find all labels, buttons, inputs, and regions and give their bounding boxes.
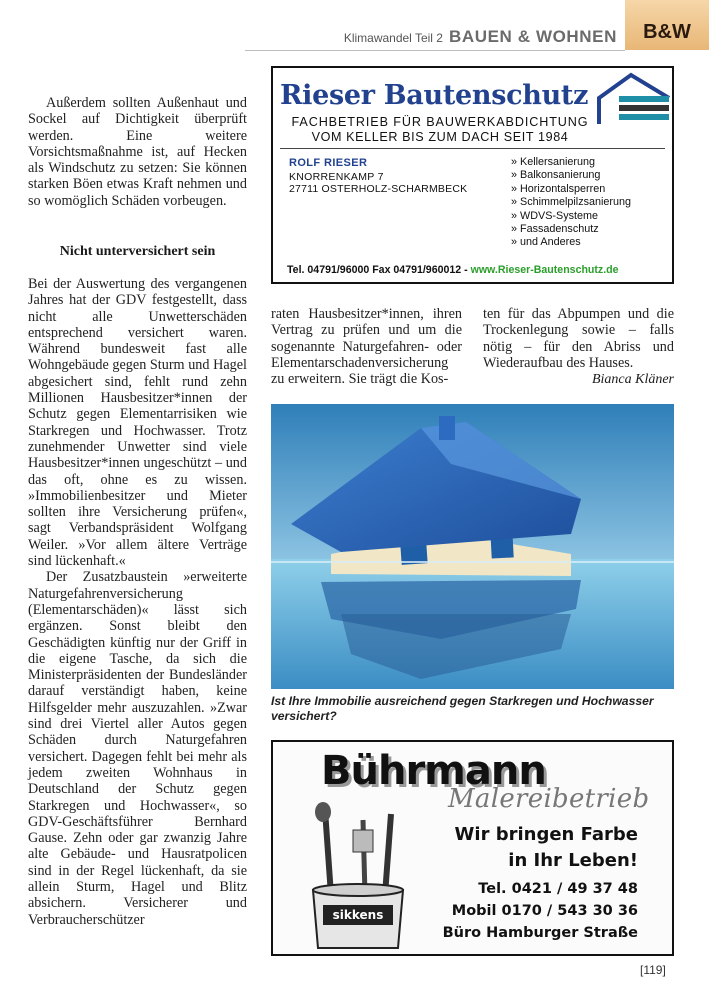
bucket-label: sikkens (332, 908, 384, 922)
ad-rieser-bautenschutz (271, 66, 674, 284)
service-item: » Kellersanierung (511, 156, 596, 168)
service-item: » und Anderes (511, 236, 581, 249)
service-item: » Horizontalsperren (511, 182, 606, 195)
header-title: BAUEN & WOHNEN (448, 27, 617, 46)
ad-rieser-tagline-2: VOM KELLER BIS ZUM DACH SEIT 1984 (311, 130, 569, 144)
ad-buhrmann-sub: Malereibetrieb (448, 784, 650, 814)
ad-buhrmann-slogan-1: Wir bringen Farbe (454, 824, 638, 845)
page-header (0, 0, 709, 50)
article-paragraph-3: raten Hausbesitzer*innen, ihren Vertrag zu prüfen und um die sogenannte Naturgefahren- oder Elementarschadenversicherung zu erweitern. Sie trägt die Kos- (271, 306, 462, 388)
ad-rieser-services (511, 156, 631, 250)
article-intro (28, 95, 247, 209)
header-rule (245, 50, 625, 51)
photo-caption: Ist Ihre Immobilie ausreichend gegen Starkregen und Hochwasser versichert? (271, 694, 654, 723)
article-column-left (28, 276, 247, 928)
service-item: » Schimmelpilzsanierung (511, 196, 632, 209)
ad-buhrmann-tel: Tel. 0421 / 49 37 48 (478, 881, 638, 897)
header-section: Klimawandel Teil 2 (343, 31, 443, 45)
article-paragraph-1: Bei der Auswertung des vergangenen Jahres hat der GDV festgestellt, dass nicht alle Unwetterschäden entsprechend versichert waren. Während bundesweit fast alle Wohngebäude gegen Sturm und Hagel abgesichert sind, fehlt rund zehn Millionen Hausbesitzer*innen der Schutz gegen Elementarrisiken wie Starkregen und Hochwasser. Trotz zunehmender Unwetter sind viele Hausbesitzer*innen ungeschützt – und das oft, ohne es zu wissen. »Immobilienbesitzer und Mieter sollten ihre Versicherung prüfen«, sagt Verbandspräsident Wolfgang Weiler. »Vor allem ältere Verträge sind lückenhaft.« (28, 276, 247, 570)
service-item: » Fassadenschutz (511, 223, 599, 236)
house-logo-icon (595, 72, 673, 128)
article-paragraph-2: Der Zusatzbaustein »erweiterte Naturgefahrenversicherung (Elementarschäden)« lässt sich ergänzen. Sonst bleibt den Geschädigten künftig nur der Griff in die eigene Tasche, da sich die Ministerpräsidenten der Bundesländer darauf verständigt haben, keine Hilfsgelder mehr auszuzahlen. »Zwar sind drei Viertel aller Autos gegen Schäden durch Naturgefahren versichert. Dagegen fehlt bei mehr als jedem zweiten Wohnhaus in Deutschland der Schutz gegen Starkregen und Hochwasser«, so GDV-Geschäftsführer Bernhard Gause. Zehn oder gar zwanzig Jahre alte Gebäude- und Hausratpolicen sind in der Regel lückenhaft, da sie allein Sturm, Hagel und Blitz absichern. Versicherer und Verbraucherschützer (28, 569, 247, 928)
ad-rieser-url: www.Rieser-Bautenschutz.de (470, 264, 619, 276)
ad-rieser-name: Rieser Bautenschutz (280, 80, 589, 111)
article-author: Bianca Kläner (591, 372, 674, 387)
ad-buhrmann (271, 740, 674, 956)
page-number: [119] (640, 963, 666, 977)
ad-rieser-street: KNORRENKAMP 7 (289, 171, 384, 183)
ad-rieser-tagline-1: FACHBETRIEB FÜR BAUWERKABDICHTUNG (291, 115, 589, 129)
ad-rieser-phone-fax: Tel. 04791/96000 Fax 04791/960012 - (287, 264, 471, 276)
service-item: » WDVS-Systeme (511, 209, 598, 222)
ad-rieser-contact (287, 264, 619, 276)
ad-rieser-owner: ROLF RIESER (289, 157, 368, 169)
article-subheading: Nicht unterversichert sein (59, 244, 216, 259)
ad-buhrmann-mobil: Mobil 0170 / 543 30 36 (451, 903, 638, 919)
paint-bucket-icon (303, 800, 413, 950)
flooded-house-illustration (271, 404, 674, 689)
ad-buhrmann-slogan-2: in Ihr Leben! (508, 850, 638, 871)
ad-buhrmann-name: Bührmann (321, 748, 546, 794)
header-badge: B&W (625, 0, 709, 50)
article-column-middle (271, 306, 462, 387)
article-intro-text: Außerdem sollten Außenhaut und Sockel auf Dichtigkeit überprüft werden. Eine weitere Vorsichtsmaßnahme ist, auf Hecken als Windschutz zu setzen: Sie können starken Böen etwas Kraft nehmen und so womöglich Schäden vorbeugen. (28, 95, 247, 209)
service-item: » Balkonsanierung (511, 169, 601, 182)
flooded-house-photo (271, 404, 674, 689)
header-titles (344, 27, 617, 47)
ad-buhrmann-office: Büro Hamburger Straße (442, 925, 638, 941)
ad-rieser-city: 27711 OSTERHOLZ-SCHARMBECK (289, 183, 468, 195)
article-paragraph-4: ten für das Abpumpen und die Trockenlegung sowie – falls nötig – für den Abriss und Wiederaufbau des Hauses. (483, 306, 674, 371)
ad-rieser-divider (280, 148, 665, 149)
article-column-right (483, 306, 674, 371)
